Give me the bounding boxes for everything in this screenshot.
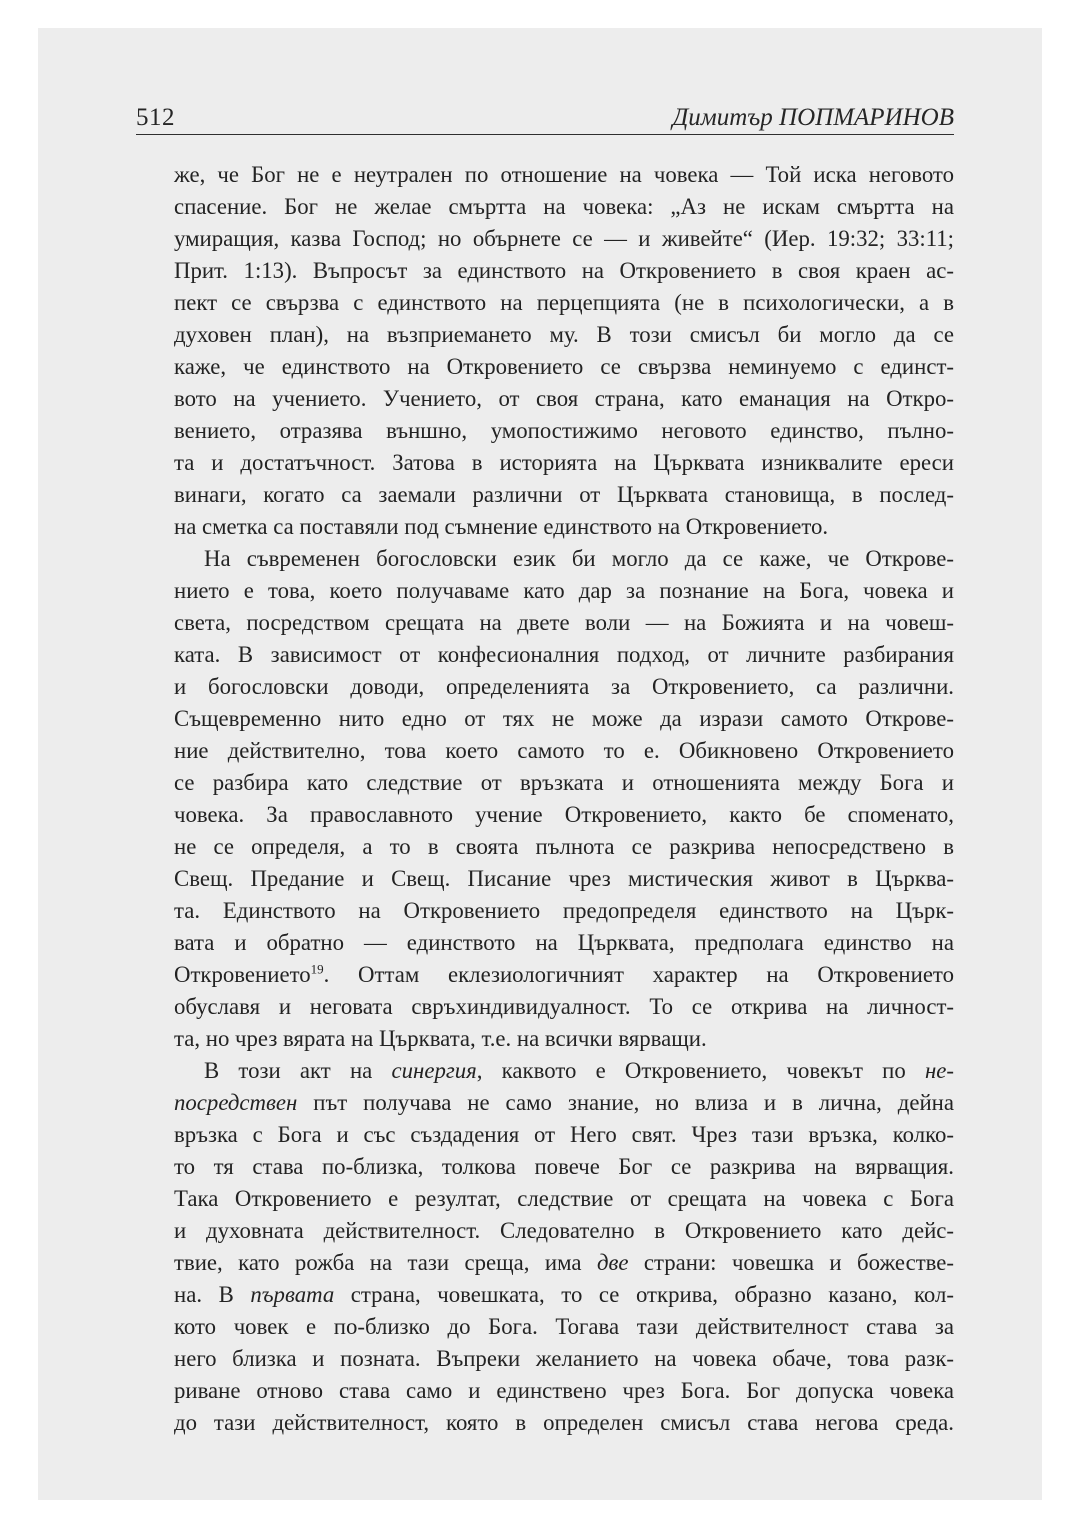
- text-line: [174, 351, 954, 383]
- text-line: [174, 1055, 954, 1087]
- text-line: [174, 863, 954, 895]
- text-segment: В този акт на: [204, 1058, 392, 1083]
- text-segment: то тя става по-близка, толкова повече Бог се разкрива на вярващия.: [174, 1154, 954, 1179]
- text-segment: та, но чрез вярата на Църквата, т.е. на всички вярващи.: [174, 1026, 707, 1051]
- text-line: [174, 1279, 954, 1311]
- text-segment: Откровението: [174, 962, 311, 987]
- text-segment: вото на учението. Учението, от своя страна, като еманация на Откро-: [174, 386, 954, 411]
- text-line: [174, 1407, 954, 1439]
- text-segment: та и достатъчност. Затова в историята на Църквата изниквалите ереси: [174, 450, 954, 475]
- text-segment: Същевременно нито едно от тях не може да изрази самото Открове-: [174, 706, 954, 731]
- header-rule: [136, 134, 954, 135]
- text-line: [174, 607, 954, 639]
- text-line: [174, 959, 954, 991]
- text-segment: На съвременен богословски език би могло да се каже, че Открове-: [204, 546, 954, 571]
- text-line: [174, 1151, 954, 1183]
- text-line: [174, 1119, 954, 1151]
- text-segment: Прит. 1:13). Въпросът за единството на Откровението в своя краен ас-: [174, 258, 954, 283]
- text-line: [174, 191, 954, 223]
- text-line: [174, 991, 954, 1023]
- text-segment: вението, отразява външно, умопостижимо неговото единство, пълно-: [174, 418, 954, 443]
- text-segment: Свещ. Предание и Свещ. Писание чрез мистическия живот в Църква-: [174, 866, 954, 891]
- text-line: [174, 639, 954, 671]
- text-segment: винаги, когато са заемали различни от Църквата становища, в послед-: [174, 482, 954, 507]
- text-line: [174, 735, 954, 767]
- emphasis-text: първата: [250, 1282, 335, 1307]
- text-line: [174, 927, 954, 959]
- text-line: [174, 479, 954, 511]
- text-line: [174, 1375, 954, 1407]
- text-line: [174, 415, 954, 447]
- text-segment: света, посредством срещата на двете воли — на Божията и на човеш-: [174, 610, 954, 635]
- text-segment: ката. В зависимост от конфесионалния подход, от личните разбирания: [174, 642, 954, 667]
- text-segment: . Оттам еклезиологичният характер на Откровението: [323, 962, 954, 987]
- text-line: [174, 1247, 954, 1279]
- text-segment: връзка с Бога и със създадения от Него свят. Чрез тази връзка, колко-: [174, 1122, 954, 1147]
- text-line: [174, 1023, 954, 1055]
- text-segment: пект се свързва с единството на перцепцията (не в психологически, а в: [174, 290, 954, 315]
- text-segment: път получава не само знание, но влиза и в лична, дейна: [297, 1090, 954, 1115]
- text-segment: страни: човешка и божестве-: [628, 1250, 955, 1275]
- text-line: [174, 447, 954, 479]
- text-segment: риване отново става само и единствено чрез Бога. Бог допуска човека: [174, 1378, 954, 1403]
- text-segment: нието е това, което получаваме като дар за познание на Бога, човека и: [174, 578, 954, 603]
- text-segment: умиращия, казва Господ; но обърнете се — и живейте“ (Иер. 19:32; 33:11;: [174, 226, 954, 251]
- text-segment: него близка и позната. Въпреки желанието на човека обаче, това разк-: [174, 1346, 954, 1371]
- page-number: 512: [136, 104, 175, 131]
- text-segment: , каквото е Откровението, човекът по: [476, 1058, 925, 1083]
- text-segment: твие, като рожба на тази среща, има: [174, 1250, 597, 1275]
- text-segment: не се определя, а то в своята пълнота се разкрива непосредствено в: [174, 834, 954, 859]
- text-segment: и духовната действителност. Следователно в Откровението като дейс-: [174, 1218, 954, 1243]
- text-line: [174, 703, 954, 735]
- text-line: [174, 287, 954, 319]
- text-line: [174, 511, 954, 543]
- body-text: [174, 159, 954, 1439]
- running-head-author: Димитър ПОПМАРИНОВ: [672, 104, 954, 131]
- text-segment: же, че Бог не е неутрален по отношение на човека — Той иска неговото: [174, 162, 954, 187]
- text-segment: до тази действителност, която в определен смисъл става негова среда.: [174, 1410, 954, 1435]
- text-segment: човека. За православното учение Откровението, както бе споменато,: [174, 802, 954, 827]
- text-line: [174, 767, 954, 799]
- text-segment: кото човек е по-близко до Бога. Тогава тази действителност става за: [174, 1314, 954, 1339]
- text-segment: обуславя и неговата свръхиндивидуалност. То се открива на личност-: [174, 994, 954, 1019]
- text-segment: ние действително, това което самото то е. Обикновено Откровението: [174, 738, 954, 763]
- text-line: [174, 1183, 954, 1215]
- text-segment: се разбира като следствие от връзката и отношенията между Бога и: [174, 770, 954, 795]
- text-line: [174, 831, 954, 863]
- text-line: [174, 1311, 954, 1343]
- text-line: [174, 799, 954, 831]
- text-line: [174, 1215, 954, 1247]
- text-segment: духовен план), на възприемането му. В този смисъл би могло да се: [174, 322, 954, 347]
- emphasis-text: посредствен: [174, 1090, 298, 1115]
- emphasis-text: две: [596, 1250, 629, 1275]
- text-segment: страна, човешката, то се открива, образно казано, кол-: [334, 1282, 954, 1307]
- text-line: [174, 255, 954, 287]
- text-line: [174, 159, 954, 191]
- text-line: [174, 223, 954, 255]
- emphasis-text: не-: [924, 1058, 954, 1083]
- text-line: [174, 543, 954, 575]
- text-segment: Така Откровението е резултат, следствие от срещата на човека с Бога: [174, 1186, 954, 1211]
- text-segment: спасение. Бог не желае смъртта на човека: „Аз не искам смъртта на: [174, 194, 954, 219]
- text-segment: вата и обратно — единството на Църквата, предполага единство на: [174, 930, 954, 955]
- text-segment: на. В: [174, 1282, 251, 1307]
- text-line: [174, 671, 954, 703]
- page-header: [136, 98, 954, 138]
- text-line: [174, 895, 954, 927]
- text-segment: и богословски доводи, определенията за Откровението, са различни.: [174, 674, 954, 699]
- text-segment: на сметка са поставяли под съмнение единството на Откровението.: [174, 514, 829, 539]
- emphasis-text: синергия: [391, 1058, 477, 1083]
- text-line: [174, 1087, 954, 1119]
- text-segment: каже, че единството на Откровението се свързва неминуемо с единст-: [174, 354, 954, 379]
- text-line: [174, 575, 954, 607]
- text-line: [174, 1343, 954, 1375]
- text-segment: та. Единството на Откровението предопределя единството на Църк-: [174, 898, 954, 923]
- text-line: [174, 319, 954, 351]
- footnote-ref: 19: [310, 961, 324, 977]
- text-line: [174, 383, 954, 415]
